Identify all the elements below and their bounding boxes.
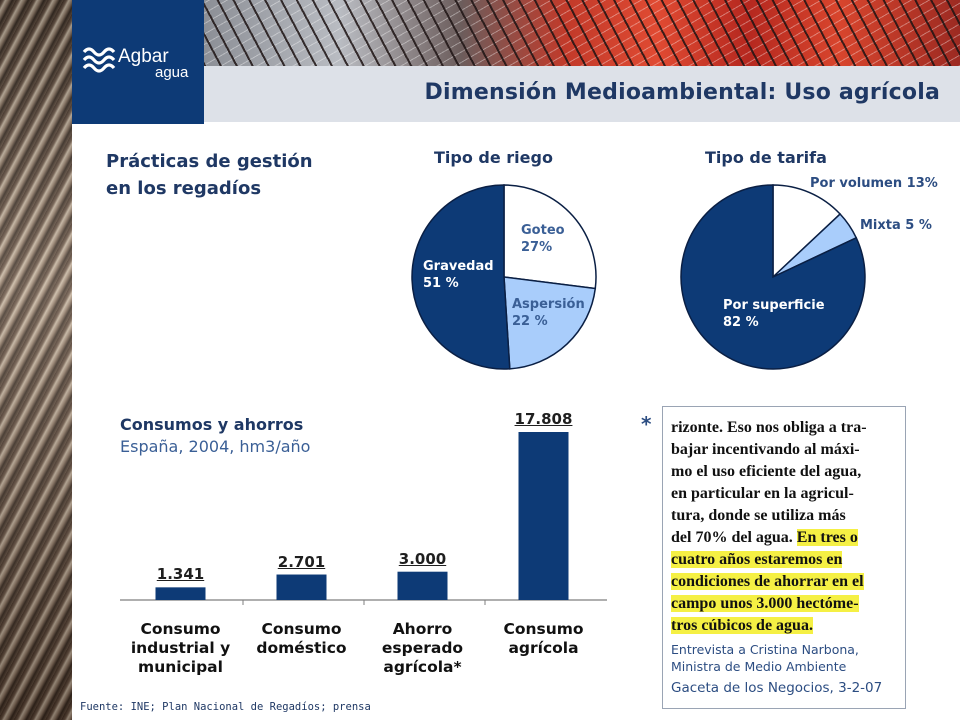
bar-category-line: industrial y [130,639,231,657]
bar-3 [519,432,569,600]
pie-label-aspersion-value: 22 % [512,314,548,329]
clipping-caption-line1: Entrevista a Cristina Narbona, [671,642,859,657]
bar-1 [277,575,327,600]
clipping-source: Gaceta de los Negocios, 3-2-07 [671,680,883,696]
pie-label-volumen: Por volumen 13% [810,176,938,191]
pie-label-superficie-value: 82 % [723,315,759,330]
clipping-caption [671,641,859,675]
pie-label-superficie-name: Por superficie [723,298,825,313]
section-title-line2: en los regadíos [106,178,262,199]
pie-label-superficie [723,297,825,331]
bar-category-line: Consumo [140,620,221,638]
clipping-line: tros cúbicos de agua. [671,617,813,634]
pie-riego-title: Tipo de riego [434,148,553,167]
footer-source: Fuente: INE; Plan Nacional de Regadíos; prensa [80,701,371,713]
logo [72,0,204,124]
pie-label-gravedad [423,258,494,292]
bar-category-line: municipal [138,658,223,676]
bar-value-label-1: 2.701 [277,552,326,571]
pie-label-mixta: Mixta 5 % [860,218,932,233]
bar-category-line: Consumo [261,620,342,638]
clipping-line: del 70% del agua. En tres o [671,529,858,546]
section-title-line1: Prácticas de gestión [106,151,313,172]
title-band [204,66,960,122]
clipping-line: rizonte. Eso nos obliga a tra- [671,419,867,436]
bar-category-line: agrícola [508,639,579,657]
clipping-caption-line2: Ministra de Medio Ambiente [671,659,847,674]
bar-category-label-3 [484,620,604,658]
clipping-line: condiciones de ahorrar en el [671,573,864,590]
bar-category-line: Ahorro [392,620,453,638]
pie-label-goteo [521,222,565,256]
clipping-line: en particular en la agricul- [671,485,854,502]
bar-category-label-1 [242,620,362,658]
bar-category-line: agrícola* [383,658,462,676]
pie-tarifa-title: Tipo de tarifa [705,148,827,167]
bar-category-line: Consumo [503,620,584,638]
clipping-text [663,417,903,637]
bar-chart-subtitle: España, 2004, hm3/año [120,437,311,456]
logo-word-agbar: Agbar [118,46,169,67]
bar-category-label-2 [363,620,483,677]
pie-label-aspersion-name: Aspersión [512,297,585,312]
asterisk-mark: * [641,412,652,436]
decorative-photo-strip [0,0,72,720]
pie-label-goteo-name: Goteo [521,223,565,238]
bar-value-label-0: 1.341 [156,565,205,584]
clipping-line: campo unos 3.000 hectóme- [671,595,859,612]
bar-category-line: esperado [381,639,464,657]
bar-value-label-3: 17.808 [514,410,573,428]
clipping-line: bajar incentivando al máxi- [671,441,860,458]
pie-label-aspersion [512,296,585,330]
press-clipping [662,406,906,709]
clipping-line: mo el uso eficiente del agua, [671,463,862,480]
bar-value-label-2: 3.000 [398,549,447,568]
pie-label-gravedad-value: 51 % [423,276,459,291]
clipping-line: tura, donde se utiliza más [671,507,846,524]
bar-category-label-0 [121,620,241,677]
bar-chart-title-main: Consumos y ahorros [120,415,304,434]
section-title [106,148,313,202]
pie-chart-tarifa [678,182,868,372]
wave-logo-icon [82,44,116,76]
bar-0 [156,587,206,600]
bar-category-line: doméstico [256,639,347,657]
header-photo [204,0,960,66]
clipping-line: cuatro años estaremos en [671,551,843,568]
page-title: Dimensión Medioambiental: Uso agrícola [424,80,940,105]
pie-label-gravedad-name: Gravedad [423,259,494,274]
pie-label-goteo-value: 27% [521,240,553,255]
bar-2 [398,572,448,600]
logo-word-agua: agua [155,64,189,81]
